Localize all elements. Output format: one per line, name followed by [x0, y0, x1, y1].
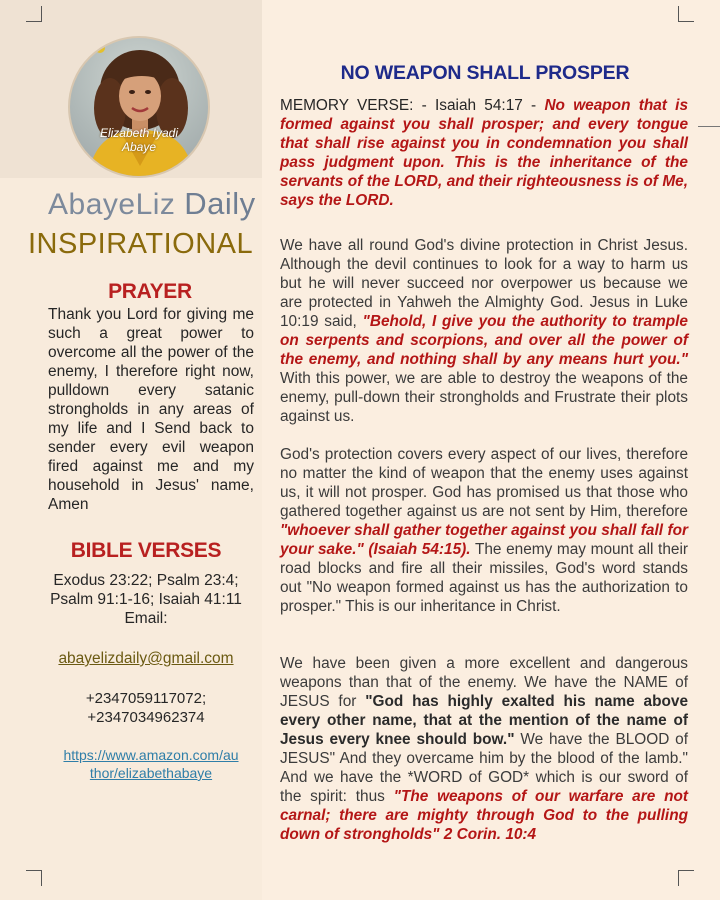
- memory-verse-label: MEMORY VERSE: - Isaiah 54:17 -: [280, 97, 537, 114]
- paragraph-1-text-a: We have all round God's divine protection in Christ Jesus. Although the devil continues to look for a way to harm us but he will never succeed nor overpower us because we are protected in Yahweh the Almighty God. Jesus in Luke 10:19 said,: [280, 237, 688, 330]
- margin-tick: [698, 126, 720, 127]
- page-title: NO WEAPON SHALL PROSPER: [340, 62, 630, 84]
- paragraph-2-text-a: God's protection covers every aspect of our lives, therefore no matter the kind of weapon that the enemy uses against us, it will not prosper. God has promised us that those who gathered together against us are not sent by Him, therefore: [280, 446, 688, 520]
- paragraph-3-text-a: We have been given a more excellent and dangerous weapons than that of the enemy. We have the NAME of JESUS for: [280, 655, 688, 710]
- amazon-author-link[interactable]: [48, 746, 254, 782]
- brand-tagline: INSPIRATIONAL: [28, 228, 254, 260]
- memory-verse: [280, 96, 688, 210]
- paragraph-3-bold-quote: "God has highly exalted his name above every other name, that at the mention of the name of Jesus every knee should bow.": [280, 693, 689, 748]
- prayer-heading: PRAYER: [108, 280, 192, 303]
- brand-title: [48, 186, 256, 222]
- paragraph-1-quote: "Behold, I give you the authority to trample on serpents and scorpions, and over all the power of the enemy, and nothing shall by any means hurt you.": [280, 313, 688, 368]
- amazon-link-line-1: https://www.amazon.com/au: [63, 747, 239, 763]
- paragraph-2-quote: "whoever shall gather together against you shall fall for your sake." (Isaiah 54:15).: [280, 522, 688, 558]
- paragraph-1: [280, 236, 688, 426]
- phone-numbers: [48, 689, 244, 727]
- paragraph-1-text-b: With this power, we are able to destroy the weapons of the enemy, pull-down their strongholds and Frustrate their plots against us.: [280, 370, 688, 425]
- avatar-caption-name: Elizabeth Iyadi: [99, 126, 179, 140]
- corner-mark-bottom-right: [678, 870, 694, 886]
- prayer-text: Thank you Lord for giving me such a great power to overcome all the power of the enemy, I therefore right now, pulldown every satanic strongholds in any areas of my life and I Send back to sender every evil weapon fired against me and my household in Jesus' name, Amen: [48, 306, 254, 513]
- paragraph-2-text-b: The enemy may mount all their road blocks and fire all their missiles, God's word stands out "No weapon formed against us has the authorization to prosper." This is our inheritance in Christ.: [280, 541, 688, 615]
- memory-verse-text: No weapon that is formed against you shall prosper; and every tongue that shall rise against you in condemnation you shall pass judgment upon. This is the inheritance of the servants of the LORD, and their righteousness is of Me, says the LORD.: [280, 97, 689, 209]
- paragraph-3-quote: "The weapons of our warfare are not carnal; there are mighty through God to the pulling down of strongholds" 2 Corin. 10:4: [280, 788, 689, 843]
- corner-mark-top-right: [678, 6, 694, 22]
- corner-mark-bottom-left: [26, 870, 42, 886]
- phone-number-1: +2347059117072;: [85, 690, 207, 707]
- paragraph-3: [280, 654, 688, 844]
- bible-verses-text: [48, 571, 244, 628]
- email-label: Email:: [124, 610, 168, 627]
- paragraph-3-text-b: We have the BLOOD of JESUS" And they overcame him by the blood of the lamb." And we have the *WORD of GOD* which is our sword of the spirit: thus: [280, 731, 688, 805]
- amazon-link-line-2: thor/elizabethabaye: [89, 765, 213, 781]
- email-link[interactable]: abayelizdaily@gmail.com: [58, 650, 234, 667]
- phone-number-2: +2347034962374: [87, 709, 205, 726]
- author-portrait-icon: [70, 38, 210, 178]
- avatar-caption: [70, 126, 208, 154]
- bible-verses-heading: BIBLE VERSES: [70, 539, 222, 562]
- paragraph-2: [280, 445, 688, 616]
- corner-mark-top-left: [26, 6, 42, 22]
- bible-verses-list: Exodus 23:22; Psalm 23:4; Psalm 91:1-16; Isaiah 41:11: [50, 572, 242, 608]
- brand-daily: Daily: [184, 186, 256, 221]
- brand-name: AbayeLiz: [48, 188, 176, 221]
- avatar-caption-surname: Abaye: [121, 140, 157, 154]
- avatar: [68, 36, 210, 178]
